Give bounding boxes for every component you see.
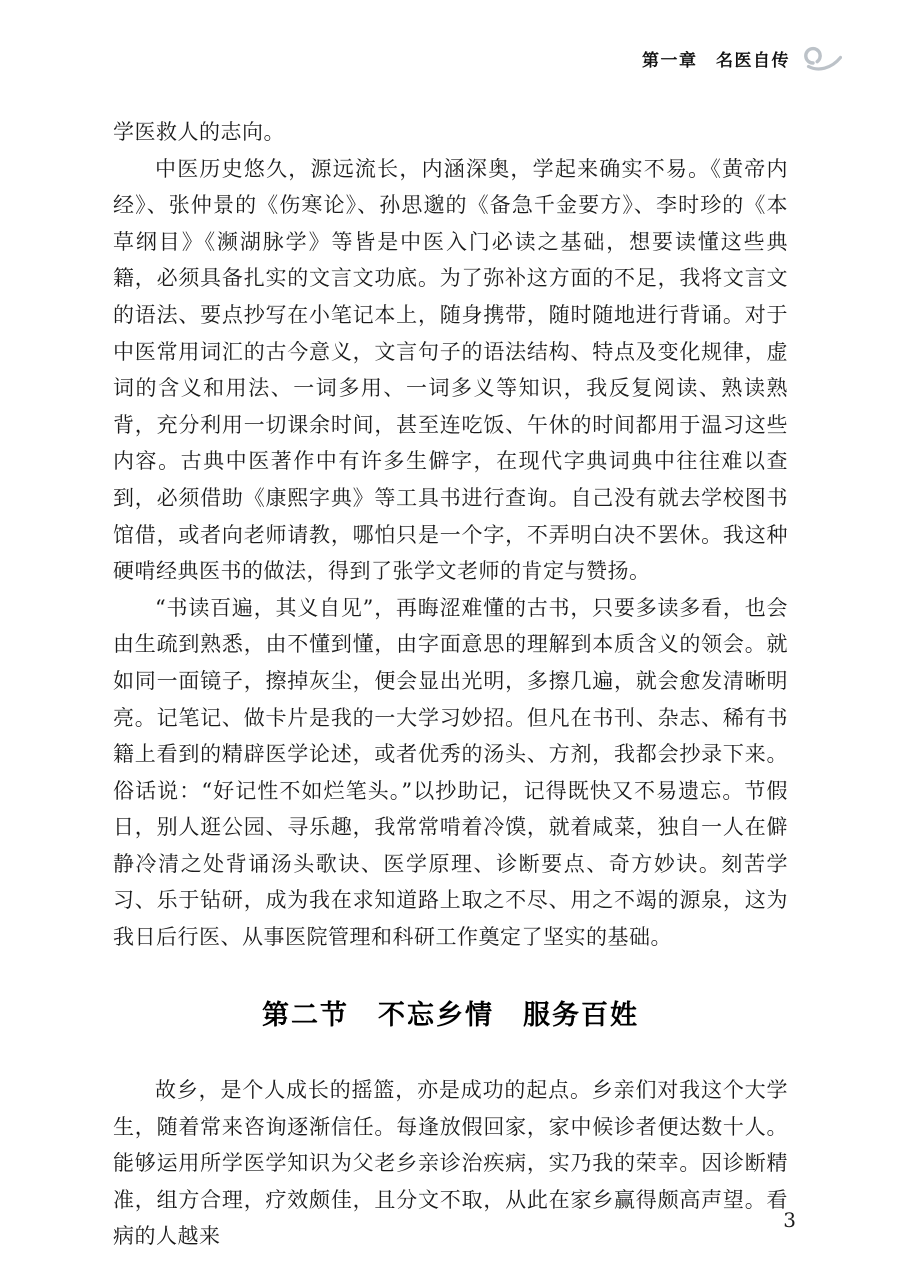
paragraph: 故乡，是个人成长的摇篮，亦是成功的起点。乡亲们对我这个大学生，随着常来咨询逐渐信任。每逢放假回家，家中候诊者便达数十人。能够运用所学医学知识为父老乡亲诊治疾病，实乃我的荣幸。因诊断精准，组方合理，疗效颇佳，且分文不取，从此在家乡赢得颇高声望。看病的人越来 (113, 1078, 788, 1249)
paragraph-continuation: 学医救人的志向。 (113, 120, 285, 144)
page-number: 3 (783, 1208, 796, 1232)
paragraph: 中医历史悠久，源远流长，内涵深奥，学起来确实不易。《黄帝内经》、张仲景的《伤寒论》、孙思邈的《备急千金要方》、李时珍的《本草纲目》《濒湖脉学》等皆是中医入门必读之基础，想要读懂这些典籍，必须具备扎实的文言文功底。为了弥补这方面的不足，我将文言文的语法、要点抄写在小笔记本上，随身携带，随时随地进行背诵。对于中医常用词汇的古今意义，文言句子的语法结构、特点及变化规律，虚词的含义和用法、一词多用、一词多义等知识，我反复阅读、熟读熟背，充分利用一切课余时间，甚至连吃饭、午休的时间都用于温习这些内容。古典中医著作中有许多生僻字，在现代字典词典中往往难以查到，必须借助《康熙字典》等工具书进行查询。自己没有就去学校图书馆借，或者向老师请教，哪怕只是一个字，不弄明白决不罢休。我这种硬啃经典医书的做法，得到了张学文老师的肯定与赞扬。 (113, 156, 788, 584)
running-head-chapter-title: 第一章 名医自传 (642, 50, 790, 71)
paragraph: “书读百遍，其义自见”，再晦涩难懂的古书，只要多读多看，也会由生疏到熟悉，由不懂到懂，由字面意思的理解到本质含义的领会。就如同一面镜子，擦掉灰尘，便会显出光明，多擦几遍，就会愈发清晰明亮。记笔记、做卡片是我的一大学习妙招。但凡在书刊、杂志、稀有书籍上看到的精辟医学论述，或者优秀的汤头、方剂，我都会抄录下来。俗话说：“好记性不如烂笔头。”以抄助记，记得既快又不易遗忘。节假日，别人逛公园、寻乐趣，我常常啃着冷馍，就着咸菜，独自一人在僻静冷清之处背诵汤头歌诀、医学原理、诊断要点、奇方妙诀。刻苦学习、乐于钻研，成为我在求知道路上取之不尽、用之不竭的源泉，这为我日后行医、从事医院管理和科研工作奠定了坚实的基础。 (113, 595, 788, 950)
section-heading: 第二节 不忘乡情 服务百姓 (262, 999, 639, 1031)
page-header (642, 44, 842, 72)
page-body (113, 114, 788, 1255)
cloud-icon (802, 44, 842, 72)
